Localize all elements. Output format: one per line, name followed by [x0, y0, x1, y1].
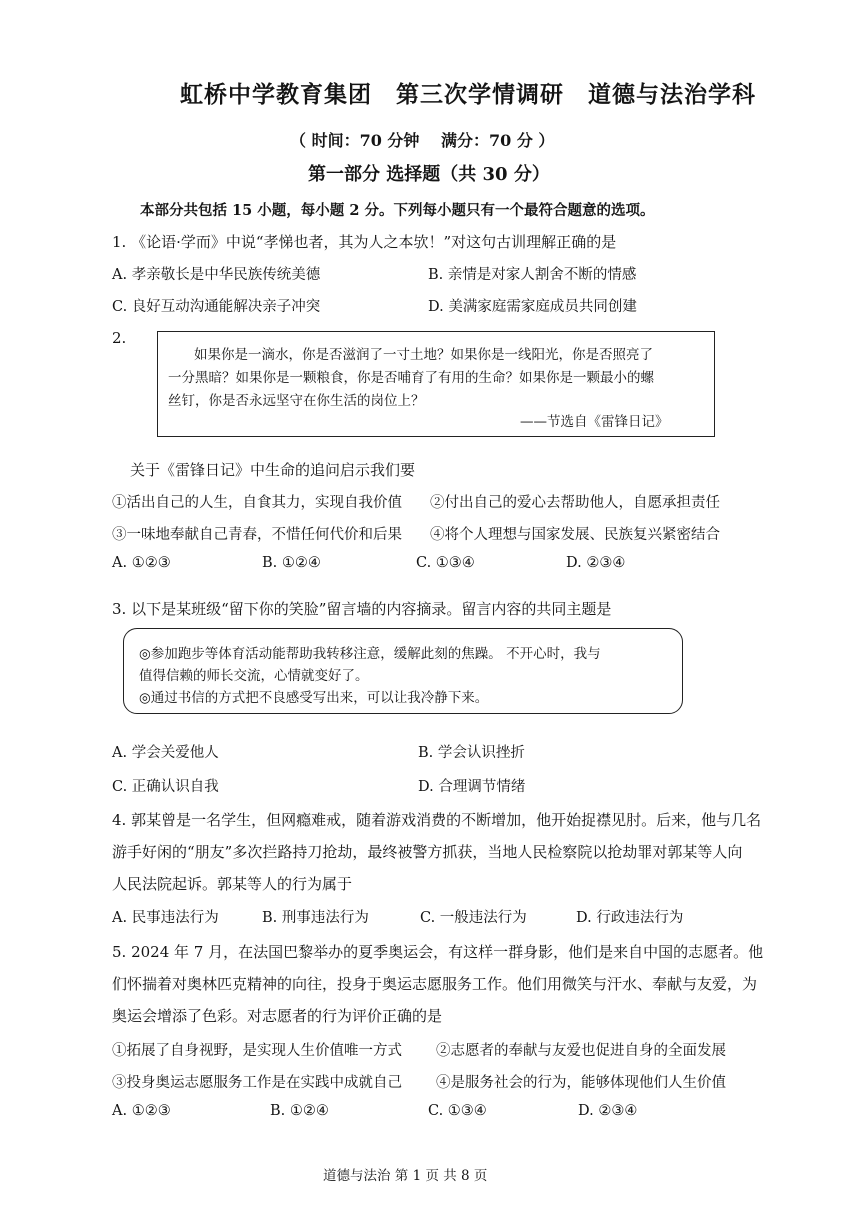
q3-option-d: D. 合理调节情绪: [418, 779, 526, 795]
q5-option-a: A. ①②③: [112, 1103, 171, 1119]
q2-stem: 关于《雷锋日记》中生命的追问启示我们要: [130, 461, 416, 479]
q2-number: 2.: [112, 329, 127, 347]
q2-option-d: D. ②③④: [566, 555, 626, 571]
q4-option-a: A. 民事违法行为: [112, 910, 219, 926]
q5-option-d: D. ②③④: [578, 1103, 638, 1119]
q5-text-line: 们怀揣着对奥林匹克精神的向往，投身于奥运志愿服务工作。他们用微笑与汗水、奉献与友爱，为: [112, 975, 758, 993]
q5-statement-2: ②志愿者的奉献与友爱也促进自身的全面发展: [436, 1043, 726, 1059]
q2-option-c: C. ①③④: [416, 555, 475, 571]
exam-meta: （ 时间：70 分钟 满分：70 分 ）: [290, 131, 555, 150]
q3-message-line: ◎参加跑步等体育活动能帮助我转移注意，缓解此刻的焦躁。 不开心时，我与: [139, 646, 601, 662]
q2-quote-source: ——节选自《雷锋日记》: [520, 414, 669, 430]
q4-option-d: D. 行政违法行为: [576, 910, 684, 926]
q1-stem: 1. 《论语·学而》中说“孝悌也者，其为人之本欤！”对这句古训理解正确的是: [112, 233, 617, 251]
q2-option-a: A. ①②③: [112, 555, 171, 571]
q2-option-b: B. ①②④: [262, 555, 321, 571]
q2-statement-2: ②付出自己的爱心去帮助他人，自愿承担责任: [430, 495, 720, 511]
q4-text-line: 人民法院起诉。郭某等人的行为属于: [112, 875, 353, 893]
q3-option-a: A. 学会关爱他人: [112, 745, 219, 761]
q1-option-a: A. 孝亲敬长是中华民族传统美德: [112, 267, 321, 283]
q2-statement-1: ①活出自己的人生，自食其力，实现自我价值: [112, 495, 402, 511]
q5-statement-1: ①拓展了自身视野，是实现人生价值唯一方式: [112, 1043, 402, 1059]
q1-option-d: D. 美满家庭需家庭成员共同创建: [428, 299, 637, 315]
q5-text-line: 奥运会增添了色彩。对志愿者的行为评价正确的是: [112, 1007, 443, 1025]
instructions: 本部分共包括 15 小题，每小题 2 分。下列每小题只有一个最符合题意的选项。: [140, 202, 655, 219]
q2-quote-line: 丝钉，你是否永远坚守在你生活的岗位上？: [168, 393, 425, 409]
q3-stem: 3. 以下是某班级“留下你的笑脸”留言墙的内容摘录。留言内容的共同主题是: [112, 600, 612, 618]
q4-option-c: C. 一般违法行为: [420, 910, 527, 926]
q5-statement-4: ④是服务社会的行为，能够体现他们人生价值: [436, 1075, 726, 1091]
q2-statement-4: ④将个人理想与国家发展、民族复兴紧密结合: [430, 527, 720, 543]
q4-text-line: 4. 郭某曾是一名学生，但网瘾难戒，随着游戏消费的不断增加，他开始捉襟见肘。后来，他与几名: [112, 811, 762, 829]
page-footer: 道德与法治 第 1 页 共 8 页: [323, 1168, 488, 1184]
q4-text-line: 游手好闲的“朋友”多次拦路持刀抢劫，最终被警方抓获，当地人民检察院以抢劫罪对郭某等人向: [112, 843, 743, 861]
q5-option-c: C. ①③④: [428, 1103, 487, 1119]
q3-message-line: ◎通过书信的方式把不良感受写出来，可以让我冷静下来。: [139, 690, 489, 706]
q1-option-b: B. 亲情是对家人割舍不断的情感: [428, 267, 637, 283]
q5-text-line: 5. 2024 年 7 月，在法国巴黎举办的夏季奥运会，有这样一群身影，他们是来自中国的志愿者。他: [112, 943, 764, 961]
q2-quote-line: 一分黑暗？如果你是一颗粮食，你是否哺育了有用的生命？如果你是一颗最小的螺: [168, 370, 654, 386]
q5-statement-3: ③投身奥运志愿服务工作是在实践中成就自己: [112, 1075, 402, 1091]
q3-option-b: B. 学会认识挫折: [418, 745, 525, 761]
exam-title: 虹桥中学教育集团 第三次学情调研 道德与法治学科: [180, 81, 756, 108]
q2-quote-line: 如果你是一滴水，你是否滋润了一寸土地？如果你是一线阳光，你是否照亮了: [194, 347, 653, 363]
q3-message-line: 值得信赖的师长交流，心情就变好了。: [139, 668, 369, 684]
q5-option-b: B. ①②④: [270, 1103, 329, 1119]
q3-option-c: C. 正确认识自我: [112, 779, 219, 795]
q1-option-c: C. 良好互动沟通能解决亲子冲突: [112, 299, 321, 315]
q2-statement-3: ③一味地奉献自己青春，不惜任何代价和后果: [112, 527, 402, 543]
part-heading: 第一部分 选择题（共 30 分）: [308, 164, 550, 185]
q4-option-b: B. 刑事违法行为: [262, 910, 369, 926]
